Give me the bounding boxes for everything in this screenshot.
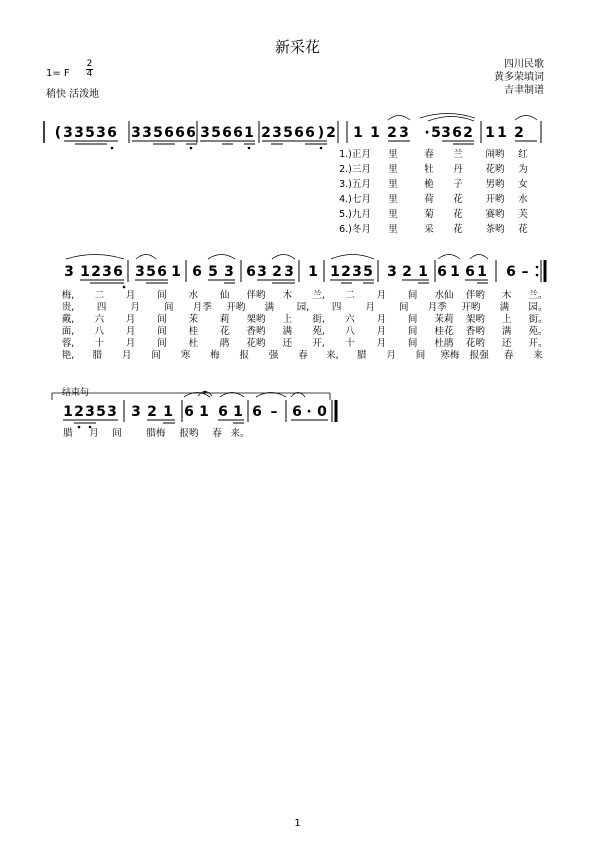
lyric-syllable: 赛哟 <box>485 209 505 220</box>
lyric-syllable: 满 <box>499 302 510 313</box>
note-glyph: 6 <box>186 125 196 141</box>
lyric-syllable: 寒梅 <box>440 350 460 361</box>
lyric-syllable: 间 <box>398 302 409 313</box>
lyric-syllable: 伴哟 <box>465 290 485 301</box>
lyric-syllable: 上 <box>501 314 512 325</box>
note-glyph: 6 <box>292 404 302 420</box>
note-glyph: 1 <box>244 125 254 141</box>
lyric-syllable: 花哟 <box>485 164 505 175</box>
lyric-syllable: 开。 <box>528 338 548 349</box>
lyric-syllable: 间 <box>112 428 122 439</box>
lyric-syllable: 间 <box>407 326 418 337</box>
note-glyph: 5 <box>208 264 218 280</box>
lyric-syllable: 间 <box>415 350 426 361</box>
slur-arc <box>438 255 460 260</box>
slur-arc <box>420 114 475 119</box>
note-glyph: 2 <box>272 264 282 280</box>
note-glyph: 3 <box>131 404 141 420</box>
lyric-syllable: 6.)冬月 <box>339 224 371 235</box>
lyric-syllable: 六 <box>94 314 105 325</box>
note-glyph: 6 <box>222 125 232 141</box>
lyric-syllable: 二 <box>94 290 105 301</box>
slur-arc <box>428 117 474 122</box>
note-glyph: 6 <box>107 125 117 141</box>
note-glyph: 1 <box>63 404 73 420</box>
lyric-syllable: 月 <box>125 314 136 325</box>
lyric-syllable: 4.)七月 <box>339 194 371 205</box>
lyric-syllable: 二 <box>345 290 355 301</box>
note-glyph: 3 <box>85 404 95 420</box>
lyric-syllable: 荷 <box>424 194 434 205</box>
lyric-syllable: 里 <box>388 149 398 160</box>
lyric-syllable: 兰 <box>453 149 463 160</box>
lyric-syllable: 报 <box>239 350 250 361</box>
lyric-syllable: 水仙 <box>434 290 454 301</box>
note-glyph: ( <box>54 125 62 141</box>
lyric-syllable: 月 <box>125 338 136 349</box>
credit-origin: 四川民歌 <box>504 59 544 70</box>
lyric-syllable: 月 <box>376 290 387 301</box>
note-glyph: 6 <box>218 404 228 420</box>
lyric-syllable: 间 <box>157 314 167 325</box>
lyric-syllable: 月季 <box>192 302 212 313</box>
lyric-syllable: 街, <box>312 314 325 325</box>
note-glyph: 1 <box>353 125 363 141</box>
song-title: 新采花 <box>274 38 320 56</box>
lyric-syllable: 贵, <box>61 302 75 313</box>
lyric-syllable: 报强 <box>469 350 489 361</box>
lyric-syllable: 1.)正月 <box>339 149 371 160</box>
note-glyph: 5 <box>153 125 163 141</box>
lyric-syllable: 花哟 <box>246 338 266 349</box>
note-glyph: 6 <box>452 125 462 141</box>
lower-octave-dot <box>248 147 251 150</box>
lyric-syllable: 菊 <box>424 209 434 220</box>
lyric-syllable: 架哟 <box>465 314 485 325</box>
note-glyph: 5 <box>96 404 106 420</box>
lyric-syllable: 戴, <box>61 314 75 325</box>
lyric-syllable: 腊 <box>92 350 103 361</box>
lower-octave-dot <box>320 147 323 150</box>
lyric-syllable: 5.)九月 <box>339 209 371 220</box>
lyric-syllable: 还 <box>282 338 293 349</box>
lyric-syllable: 莉 <box>219 314 230 325</box>
lyric-syllable: 芙 <box>518 209 528 220</box>
lyric-syllable: 街。 <box>528 314 548 325</box>
lyrics-layer <box>62 148 548 439</box>
key-label: 1= F <box>46 68 70 79</box>
lyric-syllable: 园。 <box>528 302 548 313</box>
repeat-dot <box>536 274 539 277</box>
lyric-syllable: 桂 <box>188 326 199 337</box>
note-glyph: 1 <box>418 264 428 280</box>
lyric-syllable: 梅 <box>210 350 220 361</box>
lyric-syllable: 茉 <box>188 314 199 325</box>
lyric-syllable: 桂花 <box>434 326 454 337</box>
lyric-syllable: 上 <box>282 314 293 325</box>
lyric-syllable: 水 <box>188 290 199 301</box>
lyric-syllable: 茶哟 <box>485 224 505 235</box>
note-glyph: · <box>306 404 312 420</box>
note-glyph: 6 <box>164 125 174 141</box>
lyric-syllable: 兰, <box>312 290 325 301</box>
note-glyph: 6 <box>437 264 447 280</box>
lyric-syllable: 间 <box>157 290 167 301</box>
note-glyph: · <box>424 125 430 141</box>
lyric-syllable: 十 <box>345 338 355 349</box>
lyric-syllable: 月 <box>386 350 396 361</box>
lyric-syllable: 子 <box>453 179 463 190</box>
note-glyph: 5 <box>431 125 441 141</box>
note-glyph: 3 <box>107 404 117 420</box>
lyric-syllable: 花哟 <box>465 338 485 349</box>
note-glyph: 5 <box>283 125 293 141</box>
note-glyph: 1 <box>477 264 487 280</box>
note-glyph: 6 <box>305 125 315 141</box>
note-glyph: 6 <box>506 264 516 280</box>
lyric-syllable: 木 <box>501 290 512 301</box>
lyric-syllable: 还 <box>501 338 512 349</box>
lyric-syllable: 八 <box>345 326 355 337</box>
lyric-syllable: 间 <box>407 290 418 301</box>
lyric-syllable: 强 <box>268 350 279 361</box>
note-glyph: 3 <box>96 125 106 141</box>
lyric-syllable: 开哟 <box>485 194 505 205</box>
note-glyph: 3 <box>441 125 451 141</box>
note-glyph: 1 <box>163 404 173 420</box>
slur-arc <box>388 116 410 121</box>
lyric-syllable: 杜 <box>188 338 199 349</box>
note-glyph: 3 <box>64 264 74 280</box>
score-row-2 <box>64 255 541 289</box>
lyric-syllable: 月 <box>125 290 136 301</box>
lyric-syllable: 间 <box>157 326 167 337</box>
lyric-syllable: 香哟 <box>465 326 485 337</box>
score-row-3 <box>63 393 332 429</box>
lyric-syllable: 月 <box>365 302 375 313</box>
lyric-syllable: 来。 <box>230 428 250 439</box>
lyric-syllable: 架哟 <box>246 314 266 325</box>
note-glyph: 0 <box>317 404 327 420</box>
credit-lyricist: 黄多荣填词 <box>494 72 544 83</box>
lyric-syllable: 里 <box>388 209 398 220</box>
note-glyph: 1 <box>199 404 209 420</box>
slur-arc <box>515 116 537 121</box>
lyric-syllable: 四 <box>331 302 342 313</box>
lyric-syllable: 木 <box>282 290 293 301</box>
lyric-syllable: 2.)三月 <box>339 164 371 175</box>
lyric-syllable: 桅 <box>424 179 434 190</box>
lyric-syllable: 闹哟 <box>485 149 505 160</box>
note-glyph: 1 <box>370 125 380 141</box>
lyric-syllable: 腊 <box>63 428 73 439</box>
note-glyph: 3 <box>74 125 84 141</box>
lyric-syllable: 来 <box>533 350 543 361</box>
note-glyph: 3 <box>135 264 145 280</box>
note-glyph: 1 <box>308 264 318 280</box>
ending-label: 结束句 <box>62 388 90 398</box>
note-glyph: 1 <box>233 404 243 420</box>
note-glyph: 2 <box>514 125 524 141</box>
note-glyph: 1 <box>80 264 90 280</box>
lyric-syllable: 女 <box>518 179 528 190</box>
lyric-syllable: 月 <box>376 338 387 349</box>
lyric-syllable: 间 <box>407 314 418 325</box>
lyric-syllable: 3.)五月 <box>339 179 371 190</box>
lyric-syllable: 里 <box>388 194 398 205</box>
note-glyph: 3 <box>272 125 282 141</box>
note-glyph: 1 <box>497 125 507 141</box>
lyric-syllable: 花 <box>518 224 528 235</box>
lyric-syllable: 月 <box>89 428 99 439</box>
lyric-syllable: 月季 <box>427 302 447 313</box>
lyric-syllable: 满 <box>501 326 512 337</box>
lyric-syllable: 里 <box>388 224 398 235</box>
note-glyph: ) <box>317 125 325 141</box>
lyric-syllable: 春 <box>212 428 222 439</box>
note-glyph: 3 <box>102 264 112 280</box>
note-glyph: – <box>521 264 529 280</box>
lyric-syllable: 花 <box>219 326 230 337</box>
note-glyph: 3 <box>399 125 409 141</box>
lyric-syllable: 月 <box>130 302 140 313</box>
lyric-syllable: 寒 <box>180 350 191 361</box>
note-glyph: 2 <box>387 125 397 141</box>
lower-octave-dot <box>111 147 114 150</box>
lower-octave-dot <box>190 147 193 150</box>
note-glyph: 2 <box>91 264 101 280</box>
slur-arc <box>272 255 295 260</box>
note-glyph: 6 <box>184 404 194 420</box>
note-glyph: 6 <box>252 404 262 420</box>
lyric-syllable: 十 <box>94 338 105 349</box>
lyric-syllable: 艳, <box>61 350 75 361</box>
lyric-syllable: 八 <box>94 326 105 337</box>
note-glyph: 2 <box>463 125 473 141</box>
note-glyph: 6 <box>175 125 185 141</box>
note-glyph: 2 <box>74 404 84 420</box>
lyric-syllable: 蓉, <box>61 338 75 349</box>
note-glyph: 3 <box>387 264 397 280</box>
lyric-syllable: 花 <box>453 224 463 235</box>
note-glyph: 2 <box>341 264 351 280</box>
lyric-syllable: 茉莉 <box>434 314 454 325</box>
lyric-syllable: 面, <box>61 326 75 337</box>
lyric-syllable: 春 <box>503 350 514 361</box>
note-glyph: 5 <box>146 264 156 280</box>
slur-arc <box>208 255 235 260</box>
lyric-syllable: 月 <box>376 314 387 325</box>
lyric-syllable: 开, <box>312 338 325 349</box>
lyric-syllable: 伴哟 <box>246 290 266 301</box>
lyric-syllable: 满 <box>264 302 275 313</box>
lower-octave-dot <box>123 286 126 289</box>
note-glyph: 3 <box>63 125 73 141</box>
note-glyph: 6 <box>294 125 304 141</box>
lyric-syllable: 里 <box>388 164 398 175</box>
note-glyph: 6 <box>192 264 202 280</box>
lyric-syllable: 满 <box>282 326 293 337</box>
time-sig-top: 2 <box>86 59 93 69</box>
lyric-syllable: 苑, <box>312 326 325 337</box>
lyric-syllable: 春 <box>424 149 434 160</box>
lyric-syllable: 花 <box>453 194 463 205</box>
note-glyph: 6 <box>246 264 256 280</box>
note-glyph: 3 <box>131 125 141 141</box>
note-glyph: 6 <box>465 264 475 280</box>
lower-octave-dot <box>78 426 81 429</box>
lyric-syllable: 里 <box>388 179 398 190</box>
fermata-dot <box>204 391 207 394</box>
note-glyph: 1 <box>485 125 495 141</box>
note-glyph: 3 <box>200 125 210 141</box>
lyric-syllable: 丹 <box>453 164 463 175</box>
lyric-syllable: 春 <box>298 350 308 361</box>
time-sig-bottom: 4 <box>86 69 93 79</box>
note-glyph: 6 <box>113 264 123 280</box>
lyric-syllable: 兰。 <box>528 290 548 301</box>
lyric-syllable: 开哟 <box>461 302 481 313</box>
note-glyph: 3 <box>224 264 234 280</box>
note-glyph: 1 <box>450 264 460 280</box>
note-glyph: 3 <box>142 125 152 141</box>
lyric-syllable: 间 <box>157 338 167 349</box>
lyric-syllable: 月 <box>125 326 136 337</box>
tempo-marking: 稍快 活泼地 <box>46 89 100 100</box>
lyric-syllable: 开哟 <box>226 302 246 313</box>
lyric-syllable: 采 <box>424 224 434 235</box>
page-number: 1 <box>294 818 301 829</box>
lyric-syllable: 杜鹃 <box>434 338 454 349</box>
lyric-syllable: 间 <box>151 350 161 361</box>
note-glyph: 6 <box>157 264 167 280</box>
lyric-syllable: 间 <box>163 302 174 313</box>
lyric-syllable: 鹃 <box>219 338 230 349</box>
score-row-1 <box>55 114 541 150</box>
lyric-syllable: 牡 <box>424 164 434 175</box>
lyric-syllable: 来, <box>326 350 339 361</box>
note-glyph: 5 <box>211 125 221 141</box>
note-glyph: 5 <box>85 125 95 141</box>
credit-notation: 吉聿制谱 <box>504 85 544 96</box>
note-glyph: 1 <box>330 264 340 280</box>
note-glyph: 2 <box>402 264 412 280</box>
note-glyph: 3 <box>257 264 267 280</box>
note-glyph: 2 <box>147 404 157 420</box>
lyric-syllable: 月 <box>121 350 132 361</box>
note-glyph: 1 <box>171 264 181 280</box>
lyric-syllable: 园, <box>296 302 310 313</box>
slur-arc <box>136 255 156 260</box>
note-glyph: 3 <box>352 264 362 280</box>
lyric-syllable: 苑。 <box>528 326 548 337</box>
lyric-syllable: 六 <box>345 314 355 325</box>
note-glyph: – <box>270 404 278 420</box>
note-glyph: 3 <box>284 264 294 280</box>
note-glyph: 5 <box>363 264 373 280</box>
lyric-syllable: 腊梅 <box>146 428 166 439</box>
lyric-syllable: 月 <box>376 326 387 337</box>
lyric-syllable: 水 <box>518 194 528 205</box>
lyric-syllable: 间 <box>407 338 418 349</box>
lyric-syllable: 报哟 <box>179 428 199 439</box>
lyric-syllable: 男哟 <box>485 179 505 190</box>
lyric-syllable: 红 <box>518 149 528 160</box>
note-glyph: 2 <box>326 125 336 141</box>
lyric-syllable: 梅, <box>61 290 75 301</box>
slur-arc <box>331 255 374 260</box>
lyric-syllable: 为 <box>518 164 528 175</box>
note-glyph: 6 <box>233 125 243 141</box>
lyric-syllable: 仙 <box>219 290 230 301</box>
lyric-syllable: 腊 <box>356 350 367 361</box>
lyric-syllable: 花 <box>453 209 463 220</box>
lyric-syllable: 四 <box>96 302 107 313</box>
repeat-dot <box>536 266 539 269</box>
slur-arc <box>470 255 488 260</box>
slur-arc <box>66 255 124 260</box>
note-glyph: 2 <box>261 125 271 141</box>
lyric-syllable: 香哟 <box>246 326 266 337</box>
